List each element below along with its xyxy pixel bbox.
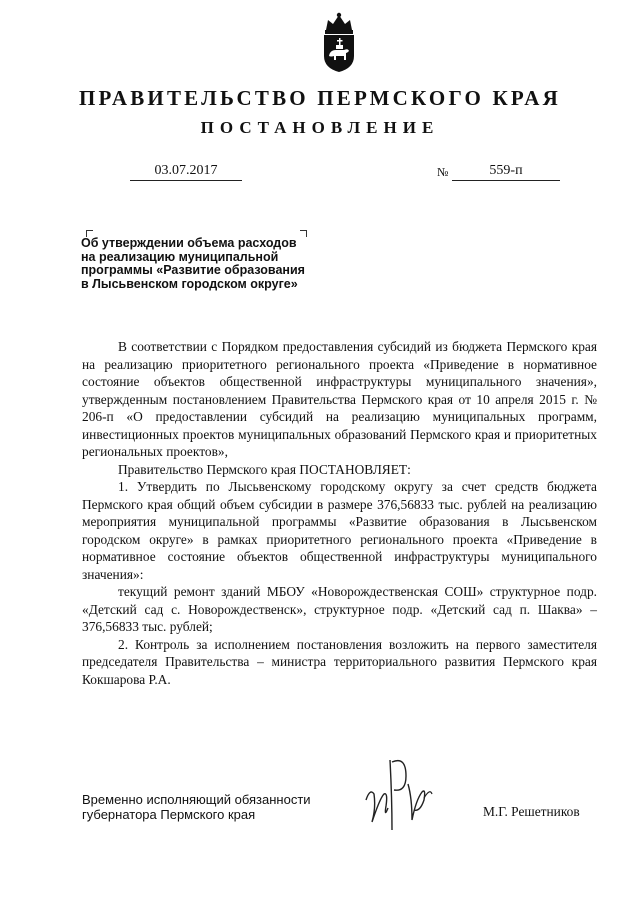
signatory-position-line2: губернатора Пермского края bbox=[82, 807, 256, 822]
document-subject: Об утверждении объема расходов на реализацию муниципальной программы «Развитие образования в Лысьвенском городском округе» bbox=[81, 236, 305, 291]
government-title: ПРАВИТЕЛЬСТВО ПЕРМСКОГО КРАЯ bbox=[78, 86, 561, 110]
signatory-name: М.Г. Решетников bbox=[483, 804, 580, 819]
document-number: 559-п bbox=[452, 162, 560, 181]
signatory-position-line1: Временно исполняющий обязанности bbox=[82, 792, 311, 807]
body-paragraph-item-2: 2. Контроль за исполнением постановления возложить на первого заместителя председателя Правительства – министра территориального развития Пермского края Кокшарова Р.А. bbox=[82, 636, 597, 687]
body-paragraph-resolves: Правительство Пермского края ПОСТАНОВЛЯЕТ: bbox=[118, 461, 411, 477]
document-type: ПОСТАНОВЛЕНИЕ bbox=[200, 118, 440, 137]
document-date: 03.07.2017 bbox=[130, 162, 242, 181]
body-paragraph-preamble: В соответствии с Порядком предоставления субсидий из бюджета Пермского края на реализацию приоритетного регионального проекта «Приведение в нормативное состояние объектов общественной инфраструктуры муниципального значения», утвержденным постановлением Правительства Пермского края от 10 апреля 2015 г. № 206-п «О предоставлении субсидий на реализацию муниципальных программ, инвестиционных проектов муниципальных образований Пермского края и приоритетных региональных проектов», bbox=[82, 339, 597, 459]
coat-of-arms-icon bbox=[318, 12, 360, 74]
body-paragraph-repair: текущий ремонт зданий МБОУ «Новорождественская СОШ» структурное подр. «Детский сад с. Новорождественск», структурное подр. «Детский сад п. Шаква» – 376,56833 тыс. рублей; bbox=[82, 584, 597, 634]
number-sign: № bbox=[437, 165, 449, 179]
document-body bbox=[82, 338, 597, 688]
subject-corner-right bbox=[300, 230, 307, 237]
body-paragraph-item-1: 1. Утвердить по Лысьвенскому городскому округу за счет средств бюджета Пермского края общий объем субсидии в размере 376,56833 тыс. рублей на реализацию мероприятия муниципальной программы «Развитие образования в Лысьвенском городском округе» в рамках приоритетного регионального проекта «Приведение в нормативное состояние объектов общественной инфраструктуры муниципального значения»: bbox=[82, 479, 597, 582]
handwritten-signature bbox=[362, 748, 436, 834]
signatory-position bbox=[82, 792, 311, 822]
